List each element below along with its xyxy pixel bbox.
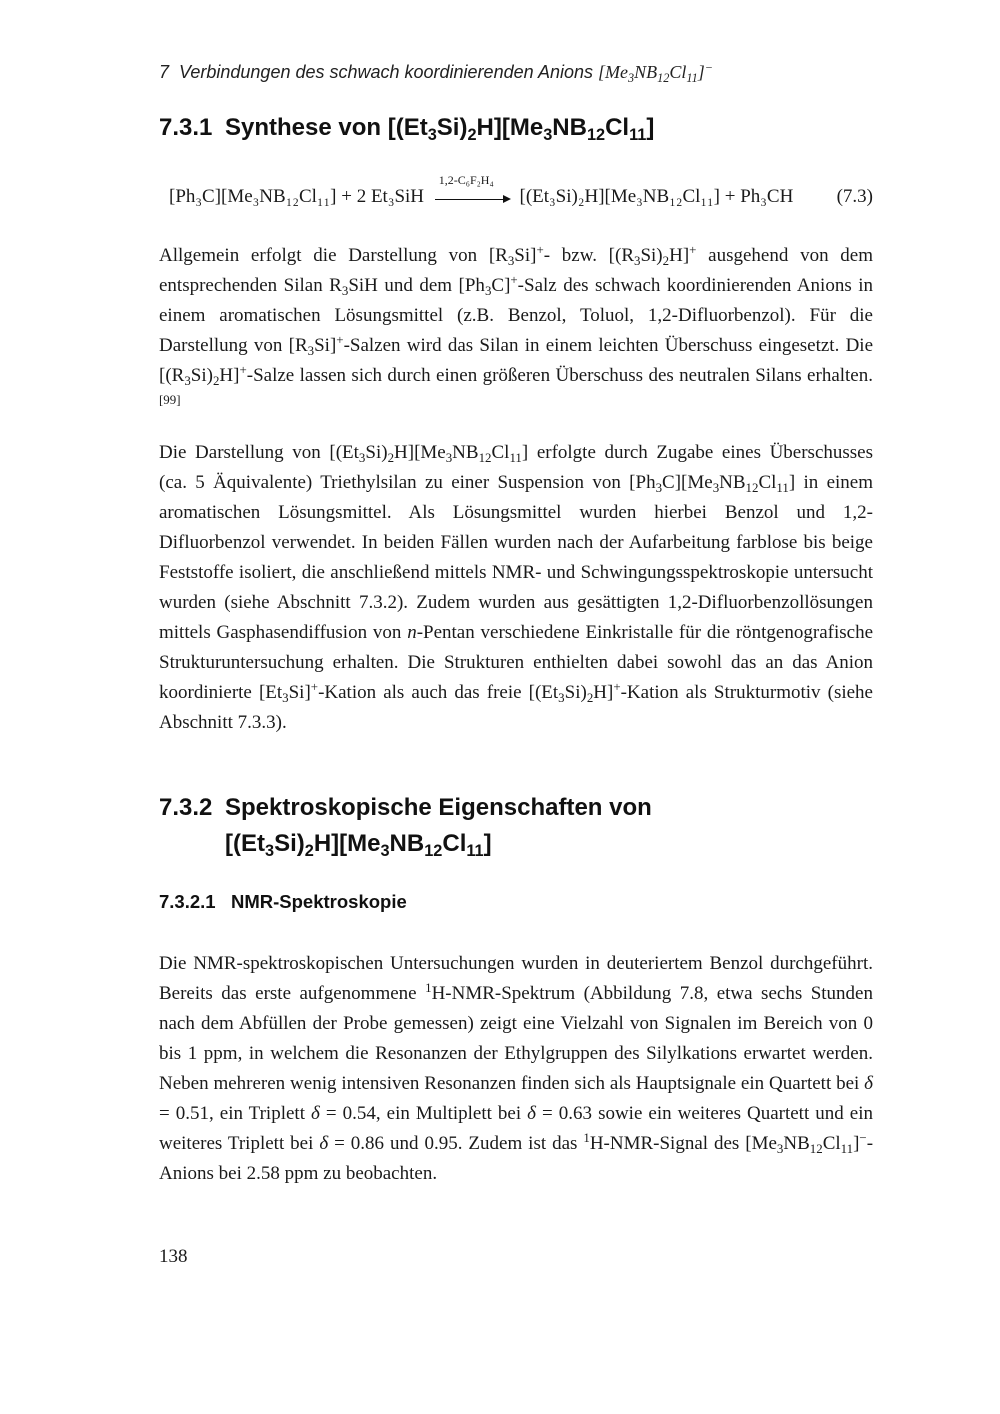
section-number: 7.3.2 (159, 794, 213, 821)
page-number: 138 (159, 1246, 188, 1267)
section-number: 7.3.1 (159, 114, 213, 141)
paragraph-1: Allgemein erfolgt die Darstellung von $[R_3Si]^+-$ bzw. $[(R_3Si)_2H]^+$ ausgehend von dem entsprechenden Silan $R_3SiH$ und dem $[Ph_3C]^+$-Salz des schwach koordinierenden Anions in einem aromatischen Lösungsmittel (z.B. Benzol, Toluol, 1,2-Difluorbenzol). Für die Darstellung von $[R_3Si]^+$-Salzen wird das Silan in einem leichten Überschuss eingesetzt. Die $[(R_3Si)_2H]^+$-Salze lassen sich durch einen größeren Überschuss des neutralen Silans erhalten.[99] (159, 241, 874, 407)
subsection-heading-7-3-2-1 (159, 891, 407, 913)
paragraph-2: Die Darstellung von $[(Et_3Si)_2H][Me_3NB_{12}Cl_{11}]$ erfolgte durch Zugabe eines Überschusses (ca. 5 Äquivalente) Triethylsilan zu einer Suspension von $[Ph_3C][Me_3NB_{12}Cl_{11}]$ in einem aromatischen Lösungsmittel. Als Lösungsmittel wurden hierbei Benzol und 1,2-Difluorbenzol verwendet. In beiden Fällen wurden nach der Aufarbeitung farblose bis beige Feststoffe isoliert, die anschließend mittels NMR- und Schwingungsspektroskopie untersucht wurden (siehe Abschnitt 7.3.2). Zudem wurden aus gesättigten 1,2-Difluorbenzollösungen mittels Gasphasendiffusion von n-Pentan verschiedene Einkristalle für die röntgenografische Strukturuntersuchung erhalten. Die Strukturen enthielten dabei sowohl das an das Anion koordinierte $[Et_3Si]^+$-Kation als auch das freie $[(Et_3Si)_2H]^+$-Kation als Strukturmotiv (siehe Abschnitt 7.3.3). (159, 442, 873, 733)
section-title: Spektroskopische Eigenschaften von (225, 794, 652, 821)
citation-ref: [99] (159, 391, 181, 407)
product-triphenylmethane: Ph₃CH (740, 186, 794, 207)
reactant-trityl-salt: [Ph₃C][Me₃NB₁₂Cl₁₁] (169, 186, 337, 207)
equation-number: (7.3) (836, 186, 873, 207)
reaction-condition: 1,2-C₆F₂H₄ (438, 172, 494, 187)
reactant-silane: 2 Et₃SiH (356, 186, 425, 207)
section-title: Synthese von (225, 114, 382, 141)
subsection-title: NMR-Spektroskopie (231, 891, 407, 912)
product-silylium-salt: [(Et₃Si)₂H][Me₃NB₁₂Cl₁₁] (519, 186, 720, 207)
paragraph-3: Die NMR-spektroskopischen Untersuchungen wurden in deuteriertem Benzol durchgeführt. Bereits das erste aufgenommene $^1$H-NMR-Spektrum (Abbildung 7.8, etwa sechs Stunden nach dem Abfüllen der Probe gemessen) zeigt eine Vielzahl von Signalen im Bereich von 0 bis 1 ppm, in welchem die Resonanzen der Ethylgruppen des Silylkations erwartet werden. Neben mehreren wenig intensiven Resonanzen finden sich als Hauptsignale ein Quartett bei δ = 0.51, ein Triplett δ = 0.54, ein Multiplett bei δ = 0.63 sowie ein weiteres Quartett und ein weiteres Triplett bei δ = 0.86 und 0.95. Zudem ist das $^1$H-NMR-Signal des $[Me_3NB_{12}Cl_{11}]^-$-Anions bei 2.58 ppm zu beobachten. (159, 953, 874, 1184)
running-header: 7 Verbindungen des schwach koordinierenden Anions $[Me_3NB_{12}Cl_{11}]^-$ (159, 60, 713, 85)
subsection-number: 7.3.2.1 (159, 891, 216, 912)
section-heading-7-3-2: 7.3.2 Spektroskopische Eigenschaften von $[(Et_3Si)_2H][Me_3NB_{12}Cl_{11}]$ (159, 790, 652, 862)
reaction-arrow-icon (433, 172, 511, 208)
section-heading-7-3-1: 7.3.1 Synthese von $[(Et_3Si)_2H][Me_3NB_{12}Cl_{11}]$ (159, 114, 655, 145)
